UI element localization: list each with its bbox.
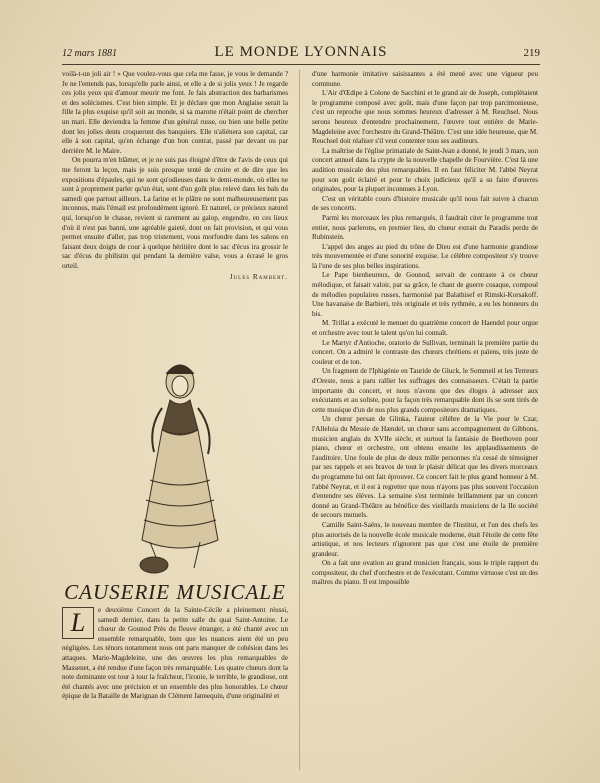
paragraph: d'une harmonie imitative saisissantes a été mené avec une vigueur peu commune. [312,70,538,88]
paragraph: C'est un véritable cours d'histoire musicale qu'il nous fait suivre à chacun de ses concerts. [312,194,538,213]
header-title: LE MONDE LYONNAIS [214,44,388,60]
author-signature: Jules Rambert. [229,273,288,282]
left-column-bottom [62,606,288,702]
paragraph: Un chœur persan de Glinka, l'auteur célèbre de la Vie pour le Czar, l'Alleluia du Messie de Hændel, un chœur sans accompagnement de Gibbons, musicien anglais du XVIIe siècle, et surtout la fantaisie de Beethoven pour piano, chœur et orchestre, ont obtenu ensuite les applaudissements de l'auditoire. Une foule de plus de deux mille personnes n'a cessé de témoigner par ses rappels et ses bravos de tout le plaisir délicat que les divers morceaux du programme lui ont fait éprouver. Ce concert fait le plus grand honneur à M. l'abbé Neyrat, et il est à regretter que nous n'ayons pas plus souvent l'occasion d'entendre ses élèves. La semaine s'est terminée brillamment par un concert donné au Grand-Théâtre au bénéfice des vieillards musiciens de la IIe société de secours mutuels. [312,415,538,520]
paragraph: L'Air d'Œdipe à Colone de Sacchini et le grand air de Joseph, complétaient le programme composé avec goût, mais d'une façon par trop parcimonieuse, c'est un reproche que nous sommes heureux d'adresser à M. Reuchsel. Nous serons heureux d'entendre prochainement, l'œuvre tout entière de Marie-Magdeleine avec l'orchestre du Grand-Théâtre. C'est une idée heureuse, que M. Reuchsel doit réaliser s'il veut contenter tous ses auditeurs. [312,89,538,146]
paragraph: Le Pape bienheureux, de Gounod, servait de contraste à ce chœur mélodique, et faisait valoir, par sa grâce, le chant de guerre cosaque, composé de mélodies populaires russes, harmonisé par Balathisef et Rimski-Korsakoff. Une havanaise de Barbieri, très originale et très rythmée, a eu les honneurs du bis. [312,271,538,318]
header-date: 12 mars 1881 [62,48,118,59]
drop-cap: L [62,607,94,639]
paragraph: voilà-t-un joli air ! » Que voulez-vous que cela me fasse, je vous le demande ? Je ne l'entends pas, lorsqu'elle parle ainsi, et elle a de si jolis yeux ! Je regarde ces jolis yeux qui d'amour meurir me font. Je fais abstraction des barbarismes et des solécismes. C'est bien simple. Et je déclare que mon Anglaise serait la fille la plus exquise qu'il soit au monde, si sa marotte n'était point de chercher un mari. Elle deviendra la femme d'un général russe, ou bien une belle petite dont les jolies dents croqueront des banquiers. Elle n'aliénera son capital, car elle à son capital, qu'en échange d'un bon contrat, passé par devant ou par derrière M. le Maire. [62,70,288,155]
paragraph: On a fait une ovation au grand musicien français, sous le triple rapport du compositeur, du chef d'orchestre et de l'exécutant. Comme virtuose c'est un des maîtres du piano. Il est impossible [312,559,538,587]
paragraph: L'appel des anges au pied du trône de Dieu est d'une harmonie grandiose très mouvementée et d'une sonorité exquise. Le célèbre compositeur s'y trouve là l'une de ses plus belles inspirations. [312,242,538,270]
paragraph: M. Trillat a exécuté le menuet du quatrième concert de Haendel pour orgue et orchestre avec tout le talent qu'on lui connaît. [312,319,538,338]
paragraph: Un fragment de l'Iphigénie en Tauride de Gluck, le Sommeil et les Terreurs d'Oreste, nous a paru rallier les suffrages des connaisseurs. C'était la partie importante du concert, et nous n'avons que des éloges à adresser aux exécutants et au soliste, pour la façon très remarquable dont ils se sont tirés de cette musique d'un de nos plus grands compositeurs dramatiques. [312,367,538,414]
paragraph: La maîtrise de l'église primatiale de Saint-Jean a donné, le jeudi 3 mars, son concert annuel dans la crypte de la nouvelle chapelle de Fourvière. C'est là une audition musicale des plus remarquables. Il en faut féliciter M. l'abbé Neyrat pour son goût éclairé et pour le choix judicieux qu'il a su faire d'œuvres originales, pour la plupart inconnues à Lyon. [312,146,538,194]
paragraph: Parmi les morceaux les plus remarqués, il faudrait citer le programme tout entier, nous parlerons, en premier lieu, du chœur extrait du Paradis perdu de Rubinstein. [312,213,538,242]
paragraph: On pourra m'en blâmer, et je ne suis pas éloigné d'être de l'avis de ceux qui me feront la leçon, mais je suis presque tenté de croire et de dire que les expositions d'épaules, qui ne sont qu'odieuses dans le demi-monde, où elles ne sont à proprement parler qu'un état, sont d'un goût plus relevé dans les bals du samedi que partout ailleurs. La farine et le plâtre ne sont malheureusement pas inconnus, mais l'émail est profondément ignoré. Et naturel, ce précieux naturel qui, lorsqu'on le chasse, revient si rarement au galop, engendre, en ces lieux d'où il n'est pas banni, une agréable gaieté, dont on fait provision, et qui vous permet ensuite d'aller, pas trop tristement, vous morfondre dans les salons en faisant deux doigts de cour à quelque héritière dont le sac d'écus ira grossir le sac d'écus du philistin qui pendant la dernière valse, vous a écrasé le gros orteil. [62,156,288,270]
paragraph: e deuxième Concert de la Sainte-Cécile a pleinement réussi, samedi dernier, dans la petite salle du quai Saint-Antoine. Le chœur de Gounod Près du fleuve étranger, a été chanté avec un ensemble remarquable, bien que les nuances aient été un peu négligées. Les ténors notamment nous ont paru manquer de cohésion dans les attaques. Marie-Magdeleine, une des œuvres les plus remarquables de Massenet, a été rendue d'une façon très remarquable. Les quatre chœurs dont la note dominante est tour à tour la fraîcheur, l'ironie, le terrible, le grandiose, ont été chantés avec une précision et un ensemble des plus honorables. Le chœur épique de la Bataille de Marignan de Clément Jannequin, d'une originalité et [62,606,288,701]
page-header [62,44,540,65]
paragraph: Camille Saint-Saëns, le nouveau membre de l'Institut, et l'un des chefs les plus autorisés de la nouvelle école musicale moderne, était l'étoile de cette fête artistique, et nos lecteurs n'ignorent pas que c'est une étoile de première grandeur. [312,520,538,558]
paragraph: Le Martyr d'Antioche, oratorio de Sullivan, terminait la première partie du concert. On a admiré le contraste des chœurs chrétiens et païens, très juste de couleur et de ton. [312,338,538,366]
header-page-number: 219 [523,47,540,59]
column-divider [299,70,300,770]
right-column [312,70,538,588]
left-column-top [62,70,288,283]
section-title: CAUSERIE MUSICALE [64,580,286,604]
woman-illustration [110,360,240,580]
